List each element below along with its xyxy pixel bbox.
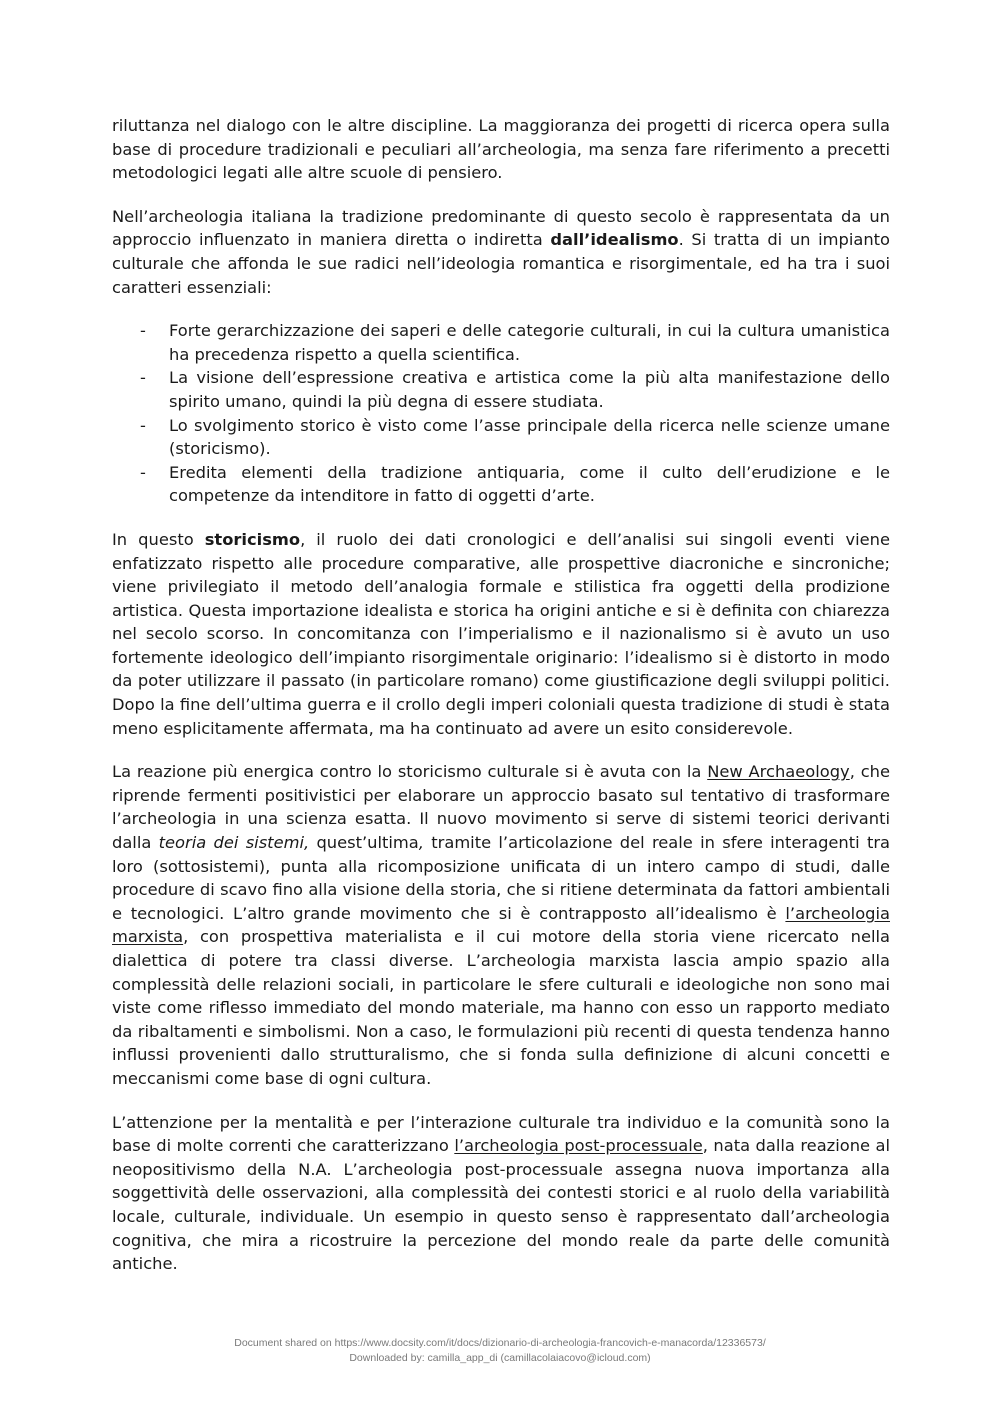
list-item	[112, 366, 890, 413]
paragraph-3-text-a: In questo	[112, 529, 205, 549]
paragraph-5-text-a: L’attenzione per la mentalità e per l’interazione culturale tra individuo e la comunità sono la base di molte correnti che caratterizzano	[112, 1112, 890, 1156]
paragraph-3-text-b: , il ruolo dei dati cronologici e dell’analisi sui singoli eventi viene enfatizzato rispetto alle procedure comparative, alle prospettive diacroniche e sincroniche; viene privilegiato il metodo dell’analogia formale e stilistica fra oggetti della prodizione artistica. Questa importazione idealista e storica ha origini antiche e si è definita con chiarezza nel secolo scorso. In concomitanza con l’imperialismo e il nazionalismo si è avuto un uso fortemente ideologico dell’impianto risorgimentale originario: l’idealismo si è distorto in modo da poter utilizzare il passato (in particolare romano) come giustificazione degli sviluppi politici. Dopo la fine dell’ultima guerra e il crollo degli imperi coloniali questa tradizione di studi è stata meno esplicitamente affermata, ma ha continuato ad avere un esito considerevole.	[112, 529, 890, 738]
dash-marker: -	[140, 368, 146, 388]
archeologia-post-processuale-link[interactable]: l’archeologia post-processuale	[454, 1136, 703, 1156]
paragraph-4-text-a: La reazione più energica contro lo storicismo culturale si è avuta con la	[112, 762, 708, 782]
paragraph-4-text-d: tramite l’articolazione del reale in sfere interagenti tra loro (sottosistemi), punta alla ricomposizione unificata di un intero campo di studi, dalle procedure di scavo fino alla visione della storia, che si ritiene determinata da fattori ambientali e tecnologici. L’altro grande movimento che si è contrapposto all’idealismo è	[112, 833, 891, 923]
paragraph-3	[112, 528, 890, 740]
list-item-text: Lo svolgimento storico è visto come l’asse principale della ricerca nelle scienze umane (storicismo).	[169, 415, 890, 459]
footer-download-line: Downloaded by: camilla_app_di (camillacolaiacovo@icloud.com)	[349, 1352, 651, 1364]
list-item	[112, 414, 890, 461]
document-page	[112, 114, 890, 1296]
page-footer	[0, 1336, 1000, 1366]
italic-teoria-dei-sistemi: teoria dei sistemi,	[158, 833, 310, 853]
paragraph-4-text-c: quest’ultima	[309, 833, 419, 853]
dash-marker: -	[140, 415, 146, 435]
list-item-text: La visione dell’espressione creativa e artistica come la più alta manifestazione dello spirito umano, quindi la più degna di essere studiata.	[169, 368, 890, 411]
dash-marker: -	[140, 462, 146, 482]
list-item-text: Forte gerarchizzazione dei saperi e delle categorie culturali, in cui la cultura umanistica ha precedenza rispetto a quella scientifica.	[169, 321, 890, 364]
dash-marker: -	[140, 321, 146, 341]
italic-comma: ,	[418, 833, 424, 853]
new-archaeology-link[interactable]: New Archaeology	[707, 762, 850, 782]
paragraph-2	[112, 205, 890, 299]
archeologia-marxista-link[interactable]: l’archeologia marxista	[112, 903, 890, 947]
paragraph-1: riluttanza nel dialogo con le altre discipline. La maggioranza dei progetti di ricerca opera sulla base di procedure tradizionali e peculiari all’archeologia, ma senza fare riferimento a precetti metodologici legati alle altre scuole di pensiero.	[112, 116, 890, 183]
paragraph-2-text-a: Nell’archeologia italiana la tradizione predominante di questo secolo è rappresentata da un approccio influenzato in maniera diretta o indiretta	[112, 206, 890, 250]
bold-term-idealismo: dall’idealismo	[550, 230, 679, 250]
paragraph-2-text-b: . Si tratta di un impianto culturale che affonda le sue radici nell’ideologia romantica e risorgimentale, ed ha tra i suoi caratteri essenziali:	[112, 230, 891, 297]
paragraph-4-text-b: , che riprende fermenti positivistici per elaborare un approccio basato sul tentativo di trasformare l’archeologia in una scienza esatta. Il nuovo movimento si serve di sistemi teorici derivanti dalla	[112, 762, 890, 853]
characteristics-list	[112, 319, 890, 508]
paragraph-5-text-b: , nata dalla reazione al neopositivismo della N.A. L’archeologia post-processuale assegna nuova importanza alla soggettività delle osservazioni, alla complessità dei contesti storici e al ruolo della variabilità locale, culturale, individuale. Un esempio in questo senso è rappresentato dall’archeologia cognitiva, che mira a ricostruire la percezione del mondo reale da parte delle comunità antiche.	[112, 1136, 890, 1274]
footer-shared-line: Document shared on https://www.docsity.com/it/docs/dizionario-di-archeologia-francovich-e-manacorda/12336573/	[234, 1337, 766, 1349]
list-item	[112, 319, 890, 366]
paragraph-5	[112, 1111, 890, 1276]
list-item-text: Eredita elementi della tradizione antiquaria, come il culto dell’erudizione e le competenze da intenditore in fatto di oggetti d’arte.	[169, 462, 890, 506]
list-item	[112, 461, 890, 508]
paragraph-4-text-e: , con prospettiva materialista e il cui motore della storia viene ricercato nella dialettica di potere tra classi diverse. L’archeologia marxista lascia ampio spazio alla complessità delle relazioni sociali, in particolare le sfere culturali e ideologiche non sono mai viste come riflesso immediato del mondo materiale, ma hanno con esso un rapporto mediato da ribaltamenti e simbolismi. Non a caso, le formulazioni più recenti di questa tendenza hanno influssi provenienti dallo strutturalismo, che si fonda sulla definizione di alcuni concetti e meccanismi come base di ogni cultura.	[112, 927, 890, 1088]
bold-term-storicismo: storicismo	[204, 529, 301, 549]
paragraph-4	[112, 760, 890, 1090]
